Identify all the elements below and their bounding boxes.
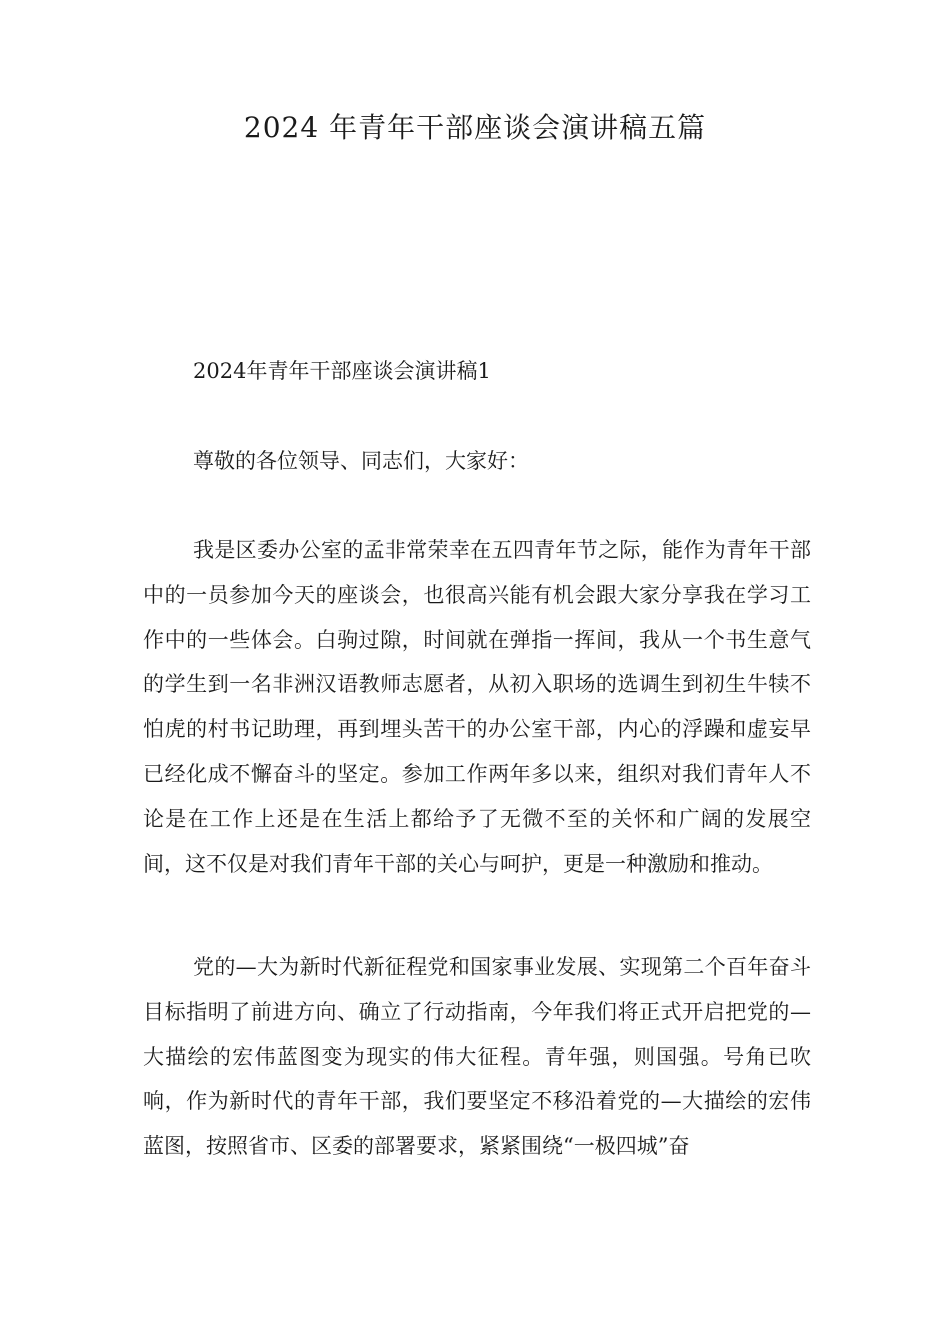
body-paragraph-1: 我是区委办公室的孟非常荣幸在五四青年节之际，能作为青年干部中的一员参加今天的座谈会，也很高兴能有机会跟大家分享我在学习工作中的一些体会。白驹过隙，时间就在弹指一挥间，我从一个书生意气的学生到一名非洲汉语教师志愿者，从初入职场的选调生到初生牛犊不怕虎的村书记助理，再到埋头苦干的办公室干部，内心的浮躁和虚妄早已经化成不懈奋斗的坚定。参加工作两年多以来，组织对我们青年人不论是在工作上还是在生活上都给予了无微不至的关怀和广阔的发展空间，这不仅是对我们青年干部的关心与呵护，更是一种激励和推动。	[143, 538, 811, 876]
greeting-line: 尊敬的各位领导、同志们，大家好：	[193, 449, 529, 473]
document-title: 2024 年青年干部座谈会演讲稿五篇	[243, 111, 707, 144]
section-heading: 2024年青年干部座谈会演讲稿1	[193, 359, 491, 383]
body-paragraph-2: 党的—大为新时代新征程党和国家事业发展、实现第二个百年奋斗目标指明了前进方向、确立了行动指南，今年我们将正式开启把党的—大描绘的宏伟蓝图变为现实的伟大征程。青年强，则国强。号角已吹响，作为新时代的青年干部，我们要坚定不移沿着党的—大描绘的宏伟蓝图，按照省市、区委的部署要求，紧紧围绕“一极四城”奋	[143, 955, 811, 1159]
